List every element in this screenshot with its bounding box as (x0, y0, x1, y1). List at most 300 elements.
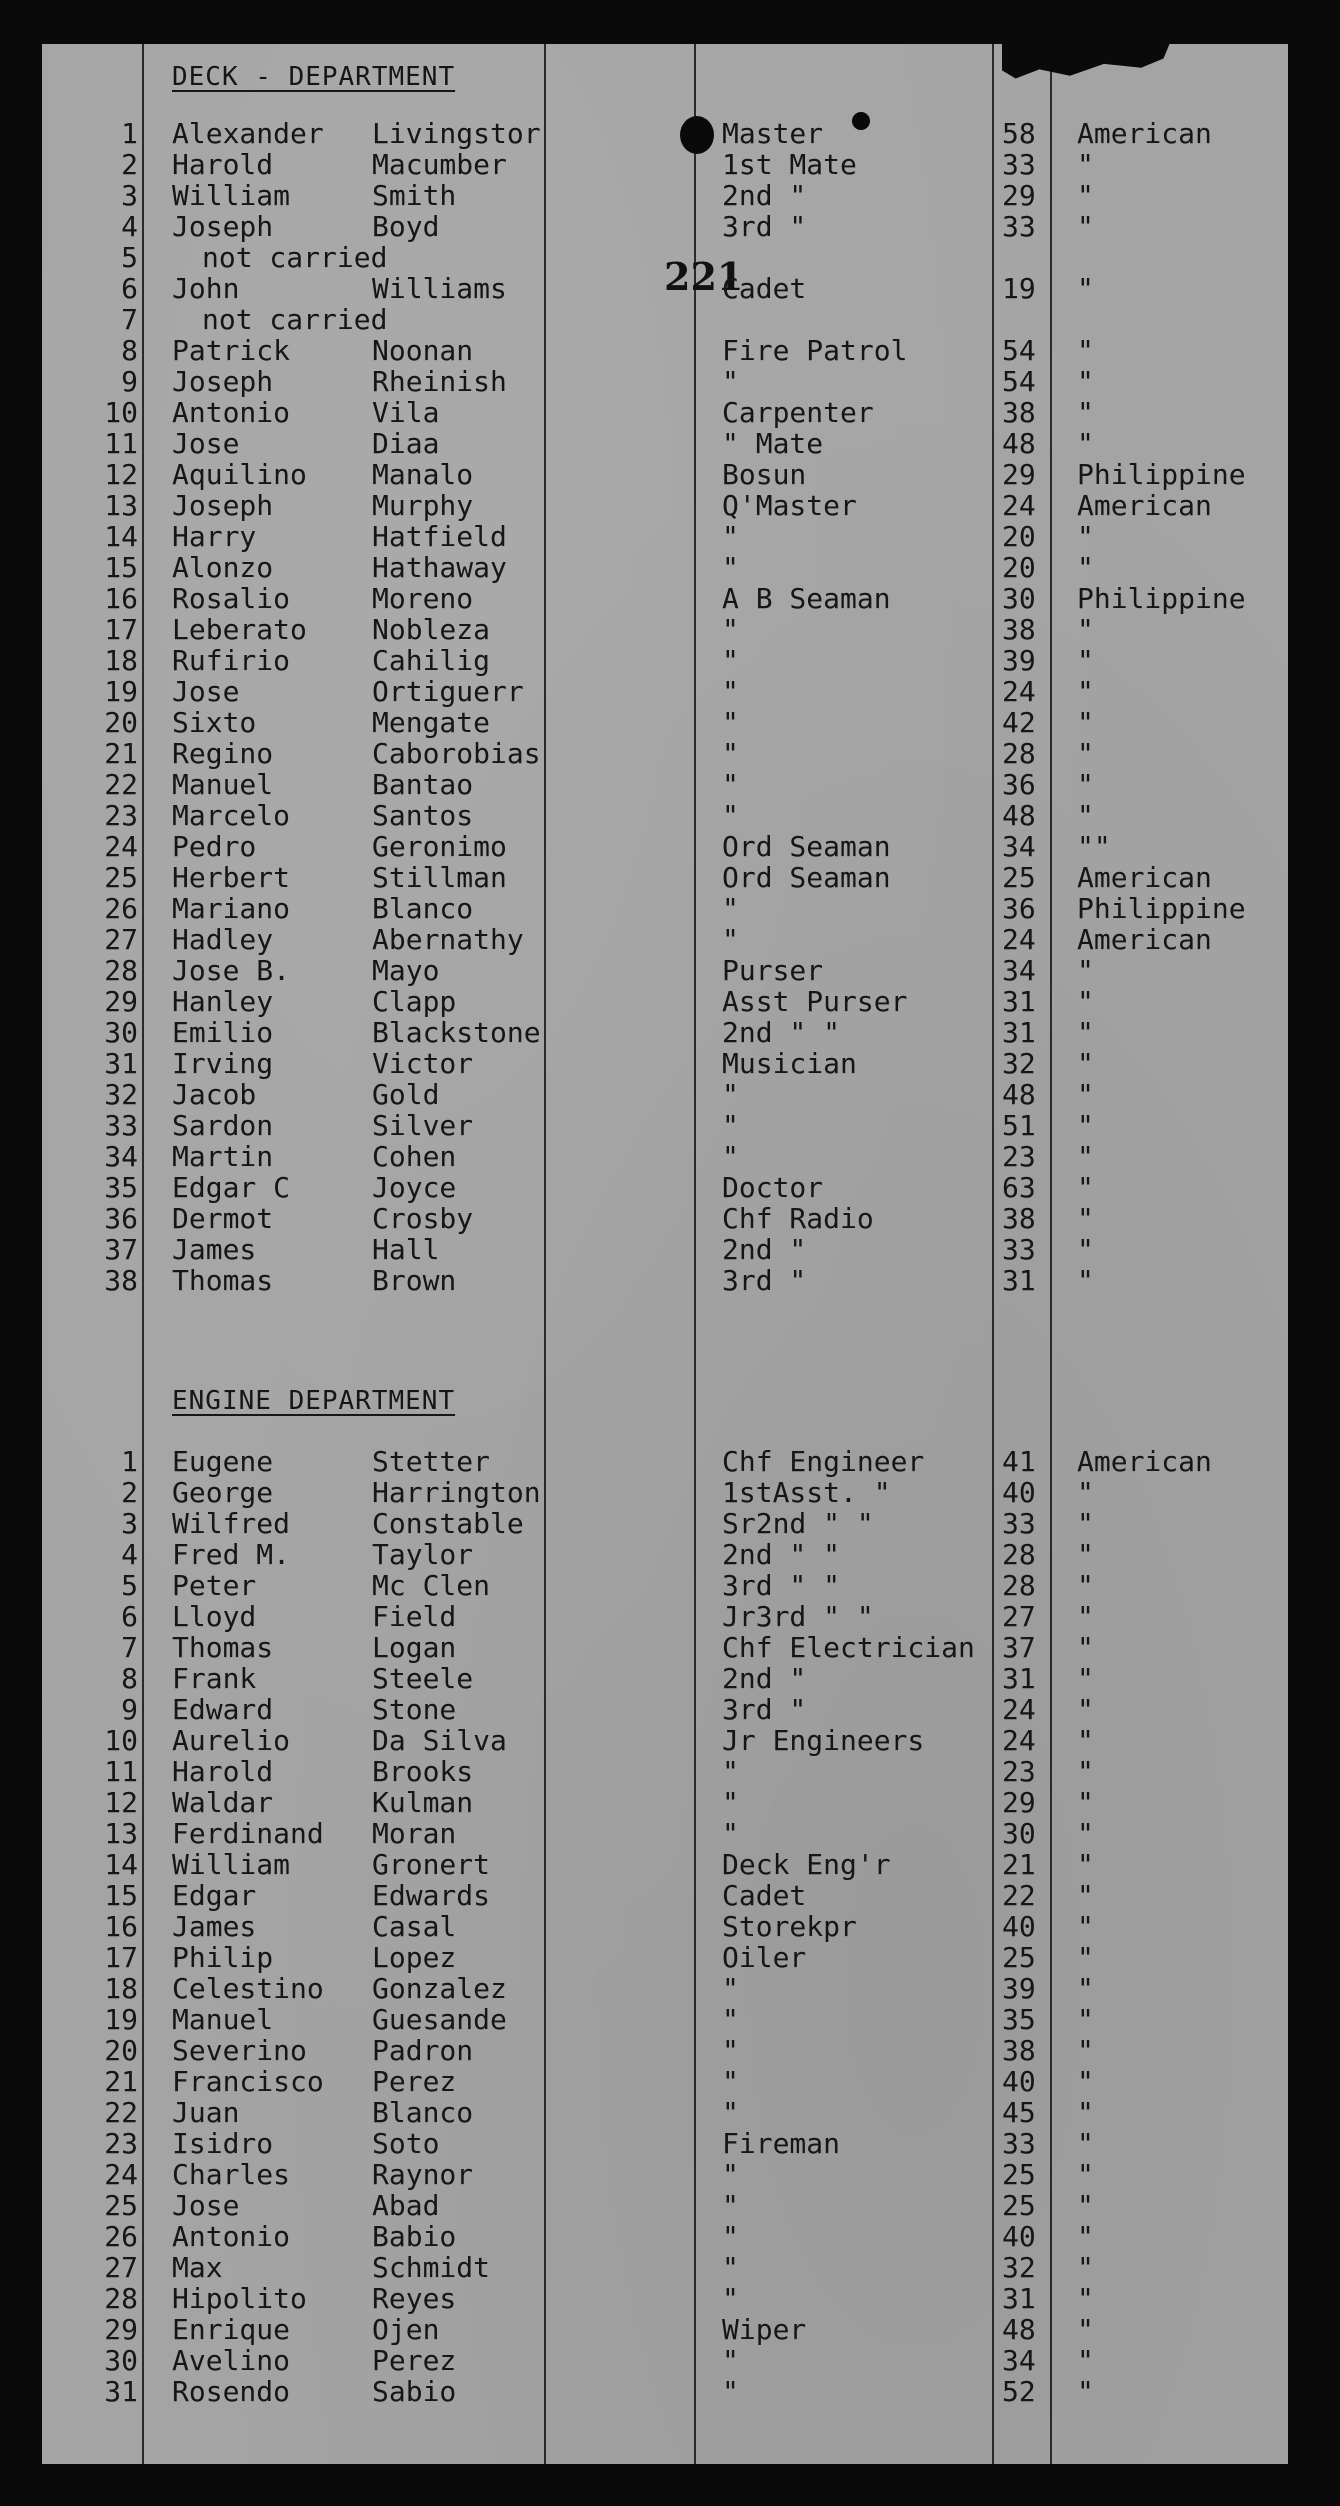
crew-row (42, 2035, 1288, 2066)
crew-nat: " (1077, 2251, 1094, 2284)
crew-role: 3rd " (722, 1264, 807, 1297)
crew-row (42, 1539, 1288, 1570)
crew-nat: " (1077, 427, 1094, 460)
crew-first: Edgar (172, 1879, 257, 1912)
crew-role: " (722, 551, 739, 584)
crew-num: 11 (104, 1755, 138, 1788)
crew-num: 23 (104, 799, 138, 832)
crew-last: Santos (372, 799, 474, 832)
crew-num: 21 (104, 2065, 138, 2098)
crew-num: 5 (121, 241, 138, 274)
crew-role: Sr2nd " " (722, 1507, 874, 1540)
crew-age: 24 (1002, 1724, 1036, 1757)
crew-first: Max (172, 2251, 223, 2284)
crew-row (42, 1141, 1288, 1172)
crew-nat: " (1077, 1476, 1094, 1509)
crew-age: 28 (1002, 1569, 1036, 1602)
crew-num: 38 (104, 1264, 138, 1297)
crew-list-sheet (42, 44, 1288, 2464)
crew-last: Silver (372, 1109, 474, 1142)
crew-role: Musician (722, 1047, 857, 1080)
crew-num: 29 (104, 985, 138, 1018)
crew-nat: " (1077, 148, 1094, 181)
crew-row (42, 1477, 1288, 1508)
crew-last: Bantao (372, 768, 474, 801)
crew-nat: " (1077, 179, 1094, 212)
crew-first: Pedro (172, 830, 257, 863)
deck-department-header: DECK - DEPARTMENT (172, 62, 456, 92)
crew-first: Charles (172, 2158, 291, 2191)
crew-role: Master (722, 117, 824, 150)
crew-last: Gonzalez (372, 1972, 507, 2005)
crew-last: Harrington (372, 1476, 541, 1509)
crew-first: Philip (172, 1941, 274, 1974)
crew-nat: " (1077, 1848, 1094, 1881)
crew-num: 7 (121, 303, 138, 336)
crew-first: Rosalio (172, 582, 291, 615)
crew-role: " (722, 2344, 739, 2377)
crew-nat: Philippine (1077, 892, 1246, 925)
crew-row (42, 2221, 1288, 2252)
crew-age: 24 (1002, 923, 1036, 956)
crew-age: 25 (1002, 2189, 1036, 2222)
engine-department-header: ENGINE DEPARTMENT (172, 1386, 456, 1416)
crew-row (42, 2190, 1288, 2221)
crew-nat: " (1077, 520, 1094, 553)
crew-last: Blanco (372, 892, 474, 925)
crew-row (42, 1172, 1288, 1203)
crew-row (42, 118, 1288, 149)
crew-nat: " (1077, 1972, 1094, 2005)
crew-last: Smith (372, 179, 457, 212)
crew-age: 54 (1002, 334, 1036, 367)
crew-nat: " (1077, 1600, 1094, 1633)
crew-age: 34 (1002, 2344, 1036, 2377)
crew-first: Hadley (172, 923, 274, 956)
crew-age: 28 (1002, 737, 1036, 770)
crew-first: Lloyd (172, 1600, 257, 1633)
crew-row (42, 955, 1288, 986)
crew-num: 27 (104, 2251, 138, 2284)
crew-age: 23 (1002, 1140, 1036, 1173)
crew-role: 1st Mate (722, 148, 857, 181)
crew-first: William (172, 179, 291, 212)
crew-age: 33 (1002, 1507, 1036, 1540)
crew-first: Leberato (172, 613, 307, 646)
crew-row (42, 1818, 1288, 1849)
crew-last: Abernathy (372, 923, 524, 956)
crew-nat: " (1077, 1140, 1094, 1173)
crew-row (42, 304, 1288, 335)
crew-nat: " (1077, 1264, 1094, 1297)
crew-age: 31 (1002, 1016, 1036, 1049)
crew-num: 8 (121, 1662, 138, 1695)
crew-nat: Philippine (1077, 458, 1246, 491)
crew-row (42, 1079, 1288, 1110)
crew-nat: " (1077, 2065, 1094, 2098)
crew-age: 38 (1002, 1202, 1036, 1235)
crew-first: Aquilino (172, 458, 307, 491)
crew-nat: "" (1077, 830, 1111, 863)
crew-role: Q'Master (722, 489, 857, 522)
crew-row (42, 2097, 1288, 2128)
crew-first: Manuel (172, 2003, 274, 2036)
crew-row (42, 738, 1288, 769)
crew-nat: American (1077, 117, 1212, 150)
crew-age: 25 (1002, 1941, 1036, 1974)
crew-cont: not carried (202, 303, 388, 336)
crew-last: Abad (372, 2189, 440, 2222)
crew-age: 36 (1002, 892, 1036, 925)
crew-age: 27 (1002, 1600, 1036, 1633)
crew-last: Livingstor (372, 117, 541, 150)
crew-first: Rosendo (172, 2375, 291, 2408)
crew-num: 7 (121, 1631, 138, 1664)
crew-num: 11 (104, 427, 138, 460)
crew-role: 1stAsst. " (722, 1476, 891, 1509)
crew-last: Field (372, 1600, 457, 1633)
crew-nat: " (1077, 2003, 1094, 2036)
crew-last: Soto (372, 2127, 440, 2160)
crew-num: 16 (104, 1910, 138, 1943)
crew-last: Steele (372, 1662, 474, 1695)
crew-first: Irving (172, 1047, 274, 1080)
crew-role: Ord Seaman (722, 861, 891, 894)
crew-nat: " (1077, 985, 1094, 1018)
crew-first: Sixto (172, 706, 257, 739)
crew-age: 34 (1002, 830, 1036, 863)
crew-first: Eugene (172, 1445, 274, 1478)
crew-row (42, 676, 1288, 707)
crew-first: Aurelio (172, 1724, 291, 1757)
crew-first: Joseph (172, 489, 274, 522)
crew-first: Patrick (172, 334, 291, 367)
crew-nat: " (1077, 675, 1094, 708)
crew-num: 24 (104, 830, 138, 863)
crew-last: Noonan (372, 334, 474, 367)
crew-num: 26 (104, 892, 138, 925)
crew-row (42, 800, 1288, 831)
crew-first: Jose (172, 675, 240, 708)
crew-last: Moran (372, 1817, 457, 1850)
crew-first: Jose B. (172, 954, 291, 987)
crew-first: Jacob (172, 1078, 257, 1111)
crew-num: 5 (121, 1569, 138, 1602)
crew-last: Rheinish (372, 365, 507, 398)
crew-age: 31 (1002, 1662, 1036, 1695)
crew-role: 3rd " (722, 210, 807, 243)
crew-last: Ortiguerr (372, 675, 524, 708)
crew-age: 33 (1002, 2127, 1036, 2160)
crew-row (42, 366, 1288, 397)
crew-num: 4 (121, 210, 138, 243)
crew-num: 4 (121, 1538, 138, 1571)
crew-nat: " (1077, 1202, 1094, 1235)
crew-age: 42 (1002, 706, 1036, 739)
crew-first: Sardon (172, 1109, 274, 1142)
crew-role: " (722, 2034, 739, 2067)
crew-age: 34 (1002, 954, 1036, 987)
crew-row (42, 769, 1288, 800)
crew-nat: American (1077, 489, 1212, 522)
crew-first: Marcelo (172, 799, 291, 832)
crew-role: Jr Engineers (722, 1724, 925, 1757)
crew-role: " (722, 2251, 739, 2284)
crew-role: " (722, 2220, 739, 2253)
crew-first: Avelino (172, 2344, 291, 2377)
crew-last: Reyes (372, 2282, 457, 2315)
crew-role: " (722, 2096, 739, 2129)
crew-nat: " (1077, 210, 1094, 243)
crew-num: 17 (104, 613, 138, 646)
crew-num: 16 (104, 582, 138, 615)
crew-role: " (722, 1817, 739, 1850)
crew-num: 20 (104, 706, 138, 739)
crew-last: Hathaway (372, 551, 507, 584)
crew-num: 22 (104, 2096, 138, 2129)
crew-role: Purser (722, 954, 824, 987)
crew-row (42, 2345, 1288, 2376)
crew-role: " (722, 1786, 739, 1819)
crew-last: Hatfield (372, 520, 507, 553)
crew-age: 29 (1002, 1786, 1036, 1819)
crew-first: Hipolito (172, 2282, 307, 2315)
crew-age: 52 (1002, 2375, 1036, 2408)
crew-last: Gold (372, 1078, 440, 1111)
crew-first: James (172, 1233, 257, 1266)
crew-nat: " (1077, 2034, 1094, 2067)
crew-role: " (722, 768, 739, 801)
crew-num: 9 (121, 1693, 138, 1726)
crew-first: Harry (172, 520, 257, 553)
crew-nat: " (1077, 1109, 1094, 1142)
crew-nat: " (1077, 1786, 1094, 1819)
crew-first: Waldar (172, 1786, 274, 1819)
crew-num: 30 (104, 1016, 138, 1049)
crew-num: 10 (104, 1724, 138, 1757)
crew-num: 28 (104, 954, 138, 987)
crew-nat: " (1077, 2344, 1094, 2377)
crew-last: Stillman (372, 861, 507, 894)
crew-age: 31 (1002, 2282, 1036, 2315)
crew-role: Doctor (722, 1171, 824, 1204)
crew-row (42, 1446, 1288, 1477)
crew-last: Lopez (372, 1941, 457, 1974)
crew-first: Celestino (172, 1972, 324, 2005)
crew-nat: " (1077, 1941, 1094, 1974)
crew-role: Fire Patrol (722, 334, 908, 367)
crew-last: Mengate (372, 706, 491, 739)
crew-role: Wiper (722, 2313, 807, 2346)
crew-nat: " (1077, 954, 1094, 987)
crew-num: 20 (104, 2034, 138, 2067)
crew-first: Thomas (172, 1631, 274, 1664)
crew-num: 14 (104, 1848, 138, 1881)
crew-row (42, 490, 1288, 521)
crew-age: 63 (1002, 1171, 1036, 1204)
crew-last: Victor (372, 1047, 474, 1080)
crew-age: 37 (1002, 1631, 1036, 1664)
crew-role: Asst Purser (722, 985, 908, 1018)
crew-age: 40 (1002, 2220, 1036, 2253)
crew-first: Wilfred (172, 1507, 291, 1540)
crew-nat: " (1077, 1693, 1094, 1726)
crew-num: 14 (104, 520, 138, 553)
crew-row (42, 1942, 1288, 1973)
crew-first: George (172, 1476, 274, 1509)
crew-last: Williams (372, 272, 507, 305)
crew-nat: " (1077, 706, 1094, 739)
crew-num: 3 (121, 179, 138, 212)
crew-last: Mayo (372, 954, 440, 987)
crew-row (42, 1234, 1288, 1265)
crew-first: Harold (172, 148, 274, 181)
crew-age: 48 (1002, 1078, 1036, 1111)
crew-num: 34 (104, 1140, 138, 1173)
crew-row (42, 1973, 1288, 2004)
crew-first: Peter (172, 1569, 257, 1602)
crew-row (42, 1601, 1288, 1632)
crew-num: 19 (104, 2003, 138, 2036)
crew-last: Sabio (372, 2375, 457, 2408)
crew-last: Gronert (372, 1848, 491, 1881)
crew-nat: " (1077, 737, 1094, 770)
crew-age: 35 (1002, 2003, 1036, 2036)
crew-num: 26 (104, 2220, 138, 2253)
crew-row (42, 1632, 1288, 1663)
crew-role: Cadet (722, 272, 807, 305)
crew-last: Geronimo (372, 830, 507, 863)
crew-num: 24 (104, 2158, 138, 2191)
crew-row (42, 180, 1288, 211)
crew-num: 21 (104, 737, 138, 770)
crew-row (42, 211, 1288, 242)
crew-row (42, 428, 1288, 459)
crew-row (42, 1265, 1288, 1296)
crew-age: 25 (1002, 861, 1036, 894)
crew-first: Hanley (172, 985, 274, 1018)
crew-age: 24 (1002, 675, 1036, 708)
crew-role: Fireman (722, 2127, 841, 2160)
crew-first: Thomas (172, 1264, 274, 1297)
crew-age: 33 (1002, 210, 1036, 243)
crew-row (42, 242, 1288, 273)
crew-nat: " (1077, 2189, 1094, 2222)
crew-age: 51 (1002, 1109, 1036, 1142)
crew-row (42, 335, 1288, 366)
crew-row (42, 2314, 1288, 2345)
crew-num: 2 (121, 148, 138, 181)
crew-first: Joseph (172, 210, 274, 243)
crew-row (42, 1849, 1288, 1880)
crew-num: 6 (121, 272, 138, 305)
crew-last: Babio (372, 2220, 457, 2253)
crew-last: Perez (372, 2065, 457, 2098)
crew-last: Murphy (372, 489, 474, 522)
crew-row (42, 1756, 1288, 1787)
crew-first: Martin (172, 1140, 274, 1173)
crew-age: 21 (1002, 1848, 1036, 1881)
crew-num: 25 (104, 861, 138, 894)
crew-age: 36 (1002, 768, 1036, 801)
crew-role: Carpenter (722, 396, 874, 429)
crew-last: Boyd (372, 210, 440, 243)
crew-age: 48 (1002, 2313, 1036, 2346)
crew-role: " (722, 365, 739, 398)
crew-nat: " (1077, 2096, 1094, 2129)
crew-num: 15 (104, 1879, 138, 1912)
crew-nat: " (1077, 1538, 1094, 1571)
crew-nat: " (1077, 551, 1094, 584)
crew-role: " (722, 1755, 739, 1788)
crew-last: Raynor (372, 2158, 474, 2191)
crew-row (42, 1203, 1288, 1234)
crew-role: " (722, 799, 739, 832)
crew-nat: " (1077, 613, 1094, 646)
crew-age: 31 (1002, 1264, 1036, 1297)
crew-last: Caborobias (372, 737, 541, 770)
crew-last: Macumber (372, 148, 507, 181)
crew-nat: " (1077, 2313, 1094, 2346)
crew-nat: American (1077, 923, 1212, 956)
crew-age: 39 (1002, 1972, 1036, 2005)
crew-age: 23 (1002, 1755, 1036, 1788)
crew-row (42, 459, 1288, 490)
crew-num: 3 (121, 1507, 138, 1540)
crew-row (42, 924, 1288, 955)
crew-age: 45 (1002, 2096, 1036, 2129)
crew-nat: " (1077, 1016, 1094, 1049)
crew-row (42, 1880, 1288, 1911)
crew-role: " (722, 706, 739, 739)
crew-first: Alonzo (172, 551, 274, 584)
crew-age: 38 (1002, 613, 1036, 646)
crew-num: 13 (104, 489, 138, 522)
torn-corner (1002, 38, 1172, 92)
crew-row (42, 583, 1288, 614)
crew-row (42, 614, 1288, 645)
crew-row (42, 2004, 1288, 2035)
crew-last: Padron (372, 2034, 474, 2067)
crew-nat: " (1077, 2282, 1094, 2315)
crew-row (42, 1694, 1288, 1725)
crew-age: 31 (1002, 985, 1036, 1018)
crew-row (42, 986, 1288, 1017)
crew-last: Vila (372, 396, 440, 429)
crew-first: Francisco (172, 2065, 324, 2098)
crew-age: 32 (1002, 2251, 1036, 2284)
crew-row (42, 831, 1288, 862)
crew-role: " (722, 1972, 739, 2005)
crew-last: Constable (372, 1507, 524, 1540)
crew-role: " (722, 892, 739, 925)
crew-role: 3rd " (722, 1693, 807, 1726)
crew-first: Antonio (172, 396, 291, 429)
crew-role: " (722, 2065, 739, 2098)
crew-last: Perez (372, 2344, 457, 2377)
crew-num: 18 (104, 1972, 138, 2005)
crew-role: Deck Eng'r (722, 1848, 891, 1881)
crew-num: 18 (104, 644, 138, 677)
crew-age: 24 (1002, 489, 1036, 522)
crew-row (42, 645, 1288, 676)
crew-row (42, 2252, 1288, 2283)
crew-row (42, 862, 1288, 893)
crew-age: 30 (1002, 582, 1036, 615)
crew-age: 33 (1002, 148, 1036, 181)
crew-role: " (722, 675, 739, 708)
crew-first: Edgar C (172, 1171, 291, 1204)
